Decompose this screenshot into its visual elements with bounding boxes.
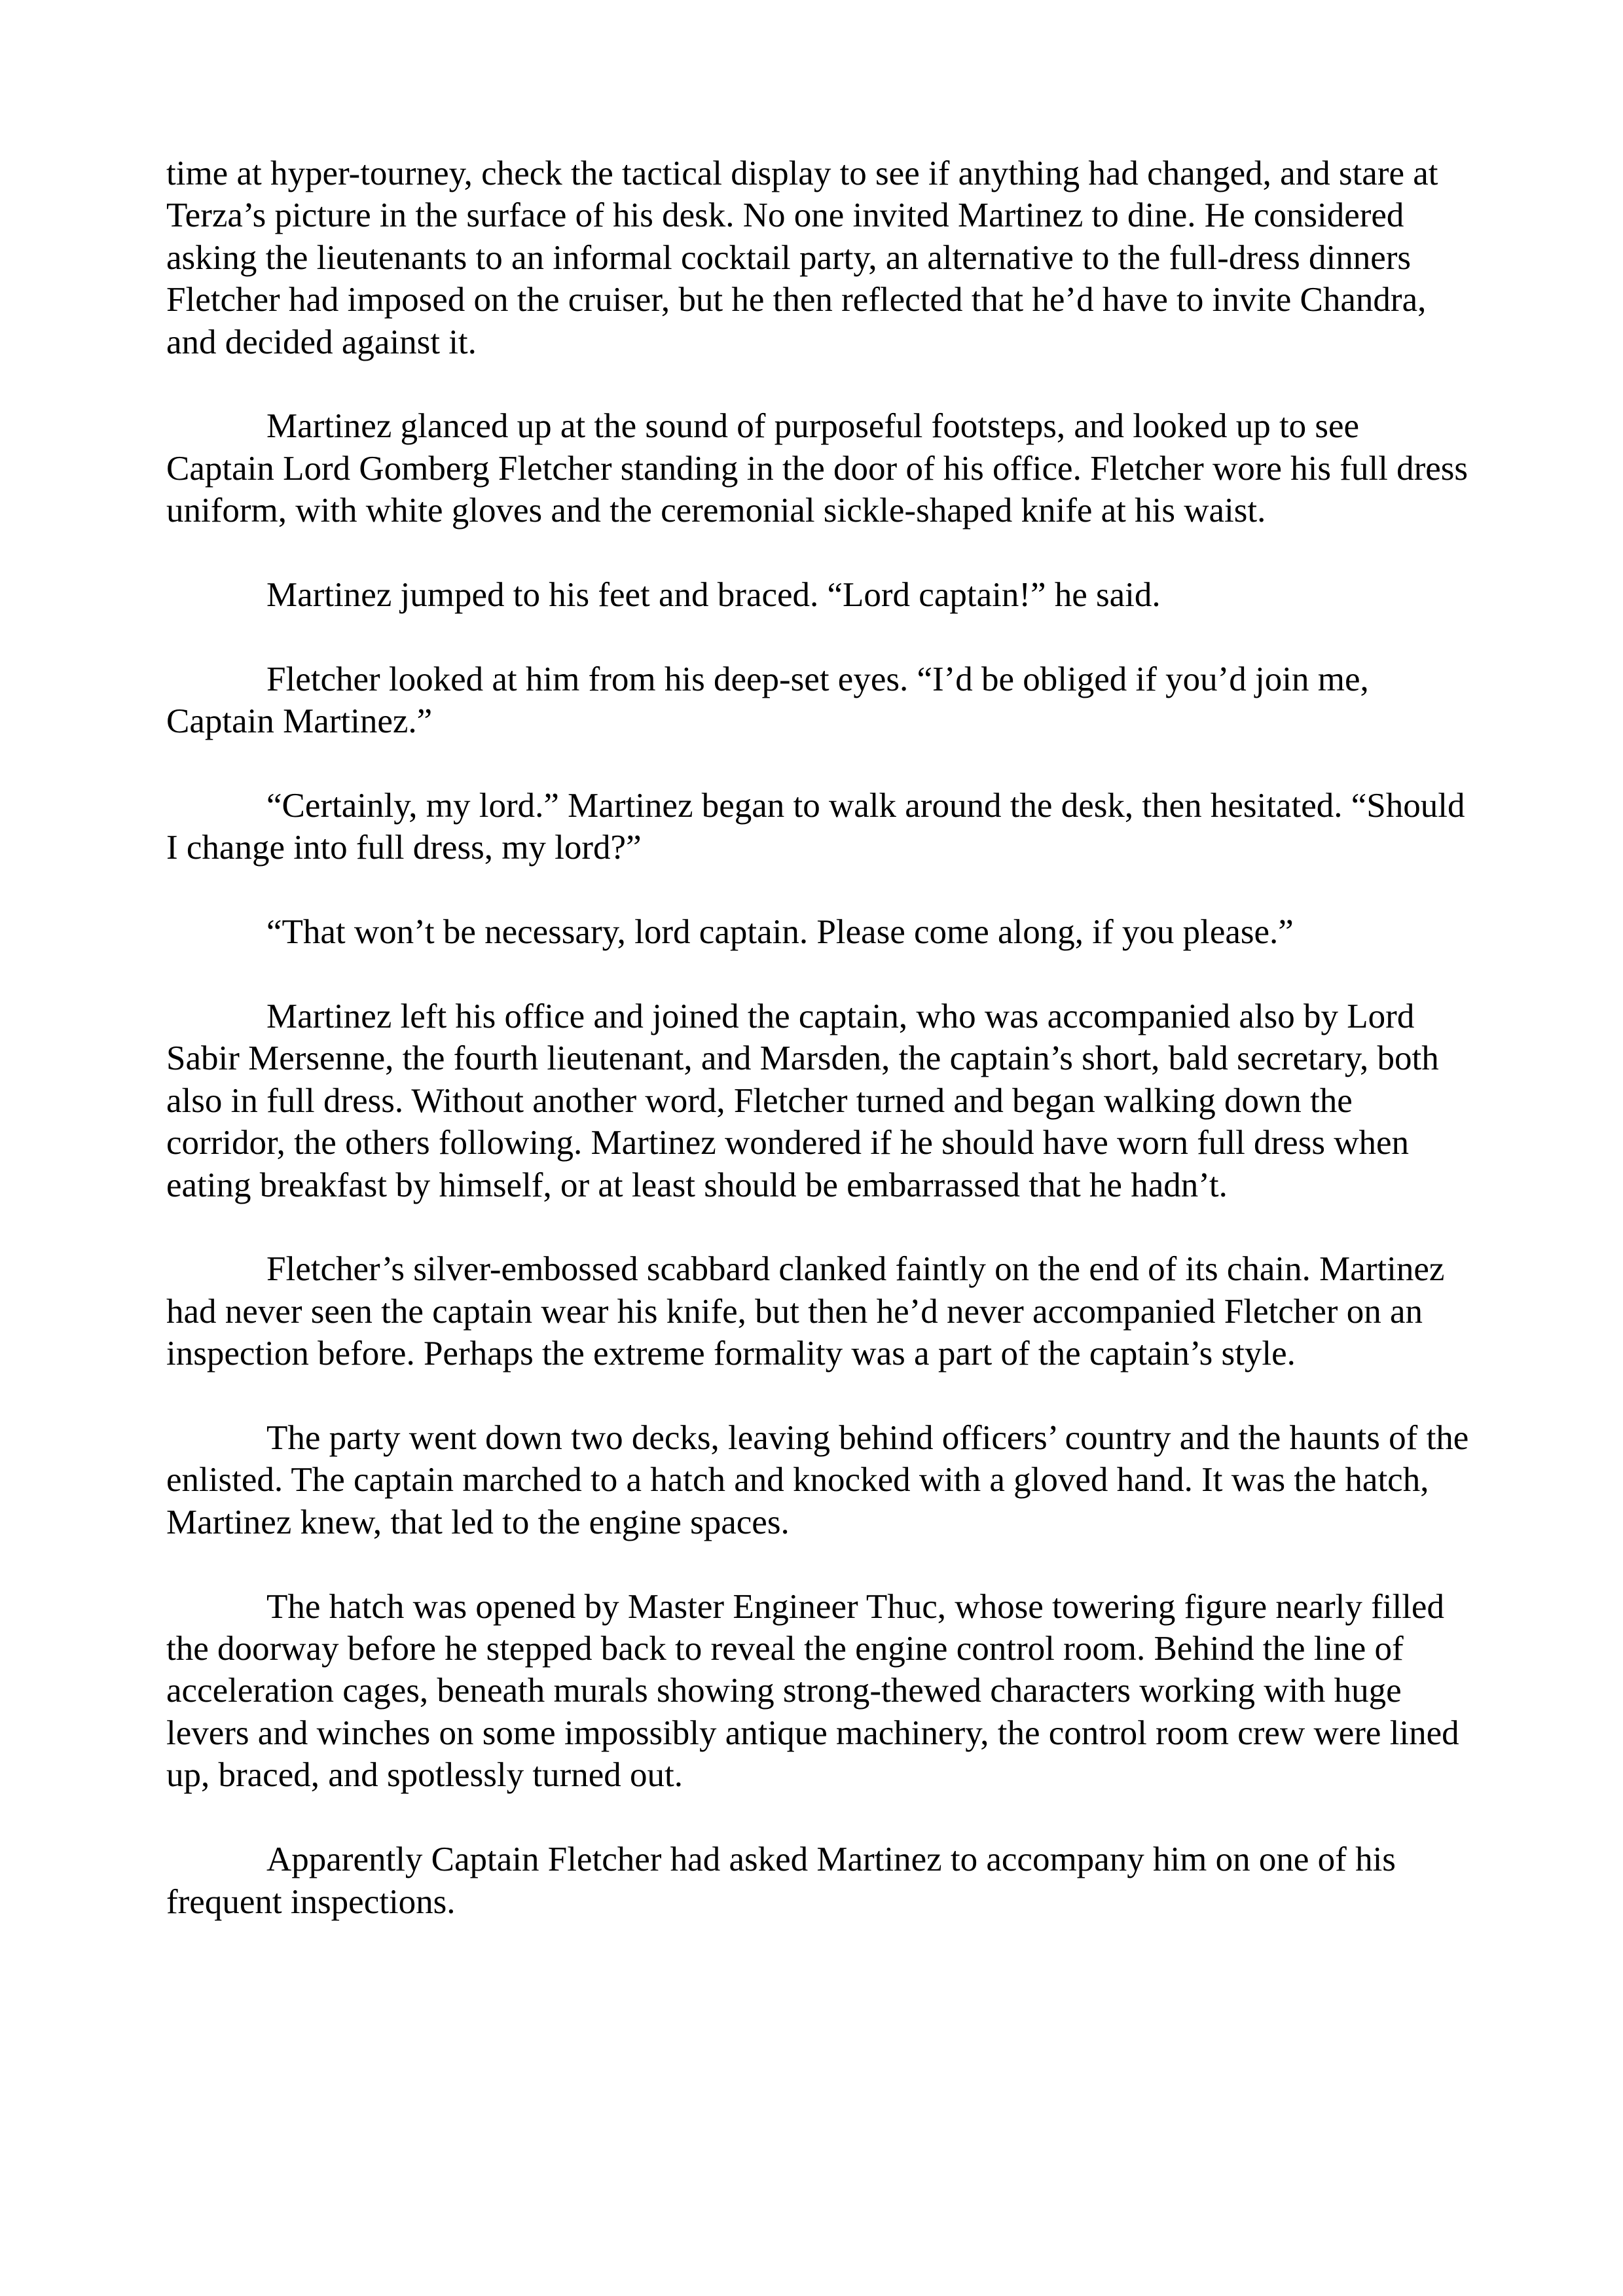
paragraph-7: Martinez left his office and joined the captain, who was accompanied also by Lord Sabir Mersenne, the fourth lieutenant, and Marsden, the captain’s short, bald secretary, both also in full dress. Without another word, Fletcher turned and began walking down the corridor, the others following. Martinez wondered if he should have worn full dress when eating breakfast by himself, or at least should be embarrassed that he hadn’t. xyxy=(166,997,1439,1204)
paragraph-1: time at hyper-tourney, check the tactical display to see if anything had changed, and stare at Terza’s picture in the surface of his desk. No one invited Martinez to dine. He considered asking the lieutenants to an informal cocktail party, an alternative to the full-dress dinners Fletcher had imposed on the cruiser, but he then reflected that he’d have to invite Chandra, and decided against it. xyxy=(166,154,1438,361)
paragraph-6: “That won’t be necessary, lord captain. Please come along, if you please.” xyxy=(266,913,1294,952)
paragraph-11: Apparently Captain Fletcher had asked Martinez to accompany him on one of his frequent inspections. xyxy=(166,1840,1396,1921)
paragraph-2: Martinez glanced up at the sound of purposeful footsteps, and looked up to see Captain Lord Gomberg Fletcher standing in the door of his office. Fletcher wore his full dress uniform, with white gloves and the ceremonial sickle-shaped knife at his waist. xyxy=(166,407,1468,530)
paragraph-3: Martinez jumped to his feet and braced. “Lord captain!” he said. xyxy=(266,576,1161,615)
paragraph-8: Fletcher’s silver-embossed scabbard clanked faintly on the end of its chain. Martinez had never seen the captain wear his knife, but then he’d never accompanied Fletcher on an inspection before. Perhaps the extreme formality was a part of the captain’s style. xyxy=(166,1250,1445,1373)
paragraph-9: The party went down two decks, leaving behind officers’ country and the haunts of the enlisted. The captain marched to a hatch and knocked with a gloved hand. It was the hatch, Martinez knew, that led to the engine spaces. xyxy=(166,1419,1469,1541)
paragraph-4: Fletcher looked at him from his deep-set eyes. “I’d be obliged if you’d join me, Captain Martinez.” xyxy=(166,660,1369,741)
paragraph-10: The hatch was opened by Master Engineer Thuc, whose towering figure nearly filled the doorway before he stepped back to reveal the engine control room. Behind the line of acceleration cages, beneath murals showing strong-thewed characters working with huge levers and winches on some impossibly antique machinery, the control room crew were lined up, braced, and spotlessly turned out. xyxy=(166,1587,1459,1795)
paragraph-5: “Certainly, my lord.” Martinez began to walk around the desk, then hesitated. “Should I change into full dress, my lord?” xyxy=(166,787,1465,867)
page-body-text xyxy=(166,152,1472,1965)
